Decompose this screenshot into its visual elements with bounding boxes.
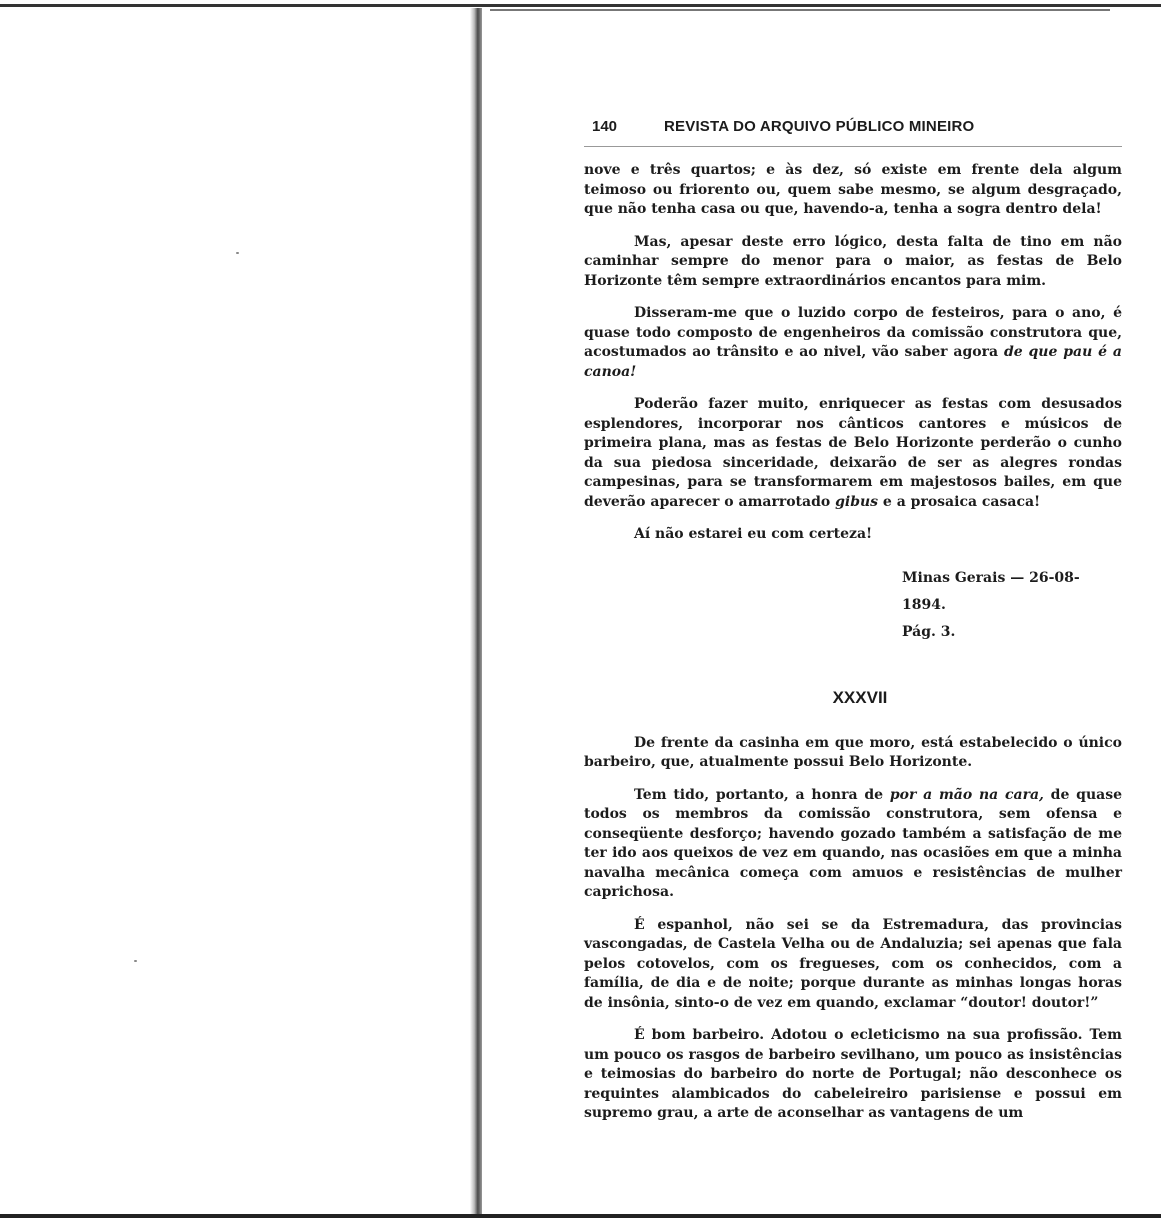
journal-title: REVISTA DO ARQUIVO PÚBLICO MINEIRO — [664, 118, 975, 135]
running-head — [584, 112, 1122, 147]
dateline-page: Pág. 3. — [902, 623, 956, 640]
scan-top-edge-right — [490, 9, 1110, 11]
paragraph: nove e três quartos; e às dez, só existe em frente dela algum teimoso ou friorento ou, quem sabe mesmo, se algum desgraçado, que não tenha casa ou que, havendo-a, tenha a sogra dentro dela! — [584, 162, 1122, 217]
paragraph: De frente da casinha em que moro, está estabelecido o único barbeiro, que, atualmente possui Belo Horizonte. — [584, 734, 1122, 770]
paragraph: Poderão fazer muito, enriquecer as festas com desusados esplendores, incorporar nos cânticos cantores e músicos de primeira plana, mas as festas de Belo Horizonte perderão o cunho da sua piedosa sinceridade, deixarão de ser as alegres rondas campesinas, para se transformarem em majestosos bailes, em que deverão aparecer o amarrotado gibus e a prosaica casaca! — [584, 396, 1122, 510]
paragraph: Mas, apesar deste erro lógico, desta falta de tino em não caminhar sempre do menor para o maior, as festas de Belo Horizonte têm sempre extraordinários encantos para mim. — [584, 233, 1122, 289]
paragraph: É espanhol, não sei se da Estremadura, das provincias vascongadas, de Castela Velha ou de Andaluzia; sei apenas que fala pelos cotovelos, com os fregueses, com os conhecidos, com a família, de dia e de noite; porque durante as minhas longas horas de insônia, sinto-o de vez em quando, exclamar “doutor! doutor!” — [584, 916, 1122, 1011]
chapter-title: XXXVII — [832, 687, 888, 707]
scan-speck — [134, 960, 137, 962]
scan-speck — [236, 252, 239, 254]
paragraph: Disseram-me que o luzido corpo de festeiros, para o ano, é quase todo composto de engenheiros da comissão construtora que, acostumados ao trânsito e ao nivel, vão saber agora de que pau é a canoa! — [584, 305, 1122, 380]
book-page — [584, 112, 1122, 1137]
italic-phrase: de que pau é a canoa! — [584, 344, 1122, 380]
paragraph: Tem tido, portanto, a honra de por a mão na cara, de quase todos os membros da comissão construtora, sem ofensa e conseqüente desforço; havendo gozado também a satisfação de me ter ido aos queixos de vez em quando, nas ocasiões em que a minha navalha mecânica começa com amuos e resistências de mulher caprichosa. — [584, 786, 1122, 900]
italic-word: gibus — [835, 493, 879, 510]
scan-top-edge — [0, 4, 1161, 7]
dateline — [902, 565, 1122, 646]
paragraph: É bom barbeiro. Adotou o ecleticismo na sua profissão. Tem um pouco os rasgos de barbeiro sevilhano, um pouco as insistências e teimosias do barbeiro do norte de Portugal; não desconhece os requintes alambicados do cabeleireiro parisiense e possui em supremo grau, a arte de aconselhar as vantagens de um — [584, 1027, 1122, 1121]
italic-phrase: por a mão na cara, — [889, 786, 1044, 803]
scan-bottom-edge — [0, 1214, 1161, 1218]
book-gutter — [470, 8, 482, 1218]
paragraph: Aí não estarei eu com certeza! — [634, 526, 873, 542]
page-number: 140 — [592, 118, 618, 135]
dateline-source: Minas Gerais — 26-08-1894. — [902, 569, 1080, 613]
